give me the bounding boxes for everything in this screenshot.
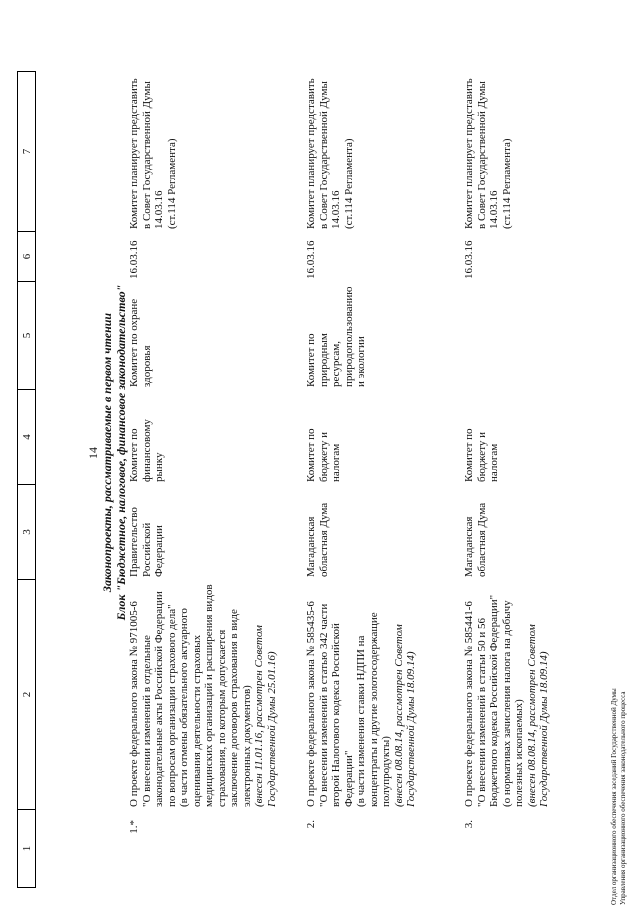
planned-action: Комитет планирует представить в Совет Государственной Думы 14.03.16 (ст.114 Регламента) bbox=[305, 78, 355, 229]
co-committee bbox=[463, 282, 623, 390]
bill-title: О проекте федерального закона № 971005-6 "О внесении изменений в отдельные законодательные акты Российской Федерации по вопросам организации страхового дела" (в части отмены обязательного актуарного оценивания деятельности страховых медицинских организаций и расширения видов страхования, по которым допускается заключение договоров страхования в виде электронных документов) bbox=[128, 584, 253, 807]
bill-introduced: (внесен 11.01.16, рассмотрен Советом Государственной Думы 25.01.16) bbox=[253, 625, 278, 807]
co-committee: Комитет по природным ресурсам, природопользованию и экологии bbox=[305, 286, 367, 387]
col-header-6: 6 bbox=[18, 232, 36, 282]
bill-cell bbox=[463, 580, 623, 810]
table-row bbox=[463, 72, 623, 888]
col-header-5: 5 bbox=[18, 282, 36, 390]
column-header-table bbox=[17, 71, 36, 888]
planned-action: Комитет планирует представить в Совет Государственной Думы 14.03.16 (ст.114 Регламента) bbox=[463, 78, 513, 229]
review-date: 16.03.16 bbox=[305, 240, 317, 279]
bill-author: Магаданская областная Дума bbox=[305, 502, 330, 577]
bill-author: Магаданская областная Дума bbox=[463, 502, 488, 577]
planned-action: Комитет планирует представить в Совет Государственной Думы 14.03.16 (ст.114 Регламента) bbox=[128, 78, 178, 229]
page-number: 14 bbox=[86, 447, 100, 459]
table-row bbox=[305, 72, 463, 888]
review-date: 16.03.16 bbox=[463, 240, 475, 279]
row-number: 3. bbox=[463, 820, 475, 829]
bill-cell bbox=[128, 580, 305, 810]
lead-committee: Комитет по бюджету и налогам bbox=[305, 428, 342, 482]
bill-author: Правительство Российской Федерации bbox=[128, 507, 165, 577]
bill-introduced: (внесен 08.08.14, рассмотрен Советом Государственной Думы 18.09.14) bbox=[392, 624, 417, 807]
lead-committee: Комитет по бюджету и налогам bbox=[463, 428, 500, 482]
bill-cell bbox=[305, 580, 463, 810]
lead-committee: Комитет по финансовому рынку bbox=[128, 419, 165, 482]
table-row bbox=[128, 72, 305, 888]
review-date: 16.03.16 bbox=[128, 240, 140, 279]
col-header-3: 3 bbox=[18, 485, 36, 580]
col-header-1: 1 bbox=[18, 810, 36, 888]
section-title: Законопроекты, рассматриваемые в первом чтении bbox=[100, 312, 114, 593]
bill-title: О проекте федерального закона № 585441-6 "О внесении изменений в статьи 50 и 56 Бюджетного кодекса Российской Федерации" (о нормативах зачисления налога на добычу полезных ископаемых) bbox=[463, 594, 525, 807]
bill-title: О проекте федерального закона № 585435-6 "О внесении изменений в статью 342 части второй Налогового кодекса Российской Федерации" (в части изменения ставки НДПИ на концентраты и другие золотосодержащие полупродукты) bbox=[305, 601, 392, 807]
row-number: 1.* bbox=[128, 820, 140, 834]
bill-introduced: (внесен 08.08.14, рассмотрен Советом Государственной Думы 18.09.14) bbox=[525, 624, 550, 807]
footer-note: Отдел организационного обеспечения заседаний Государственной Думы Управления организационного обеспечения законодательного процесса bbox=[610, 688, 627, 905]
col-header-4: 4 bbox=[18, 390, 36, 485]
bills-table bbox=[128, 72, 623, 888]
col-header-2: 2 bbox=[18, 580, 36, 810]
co-committee: Комитет по охране здоровья bbox=[128, 298, 153, 387]
col-header-7: 7 bbox=[18, 72, 36, 232]
block-title: Блок "Бюджетное, налоговое, финансовое законодательство" bbox=[114, 284, 128, 621]
row-number: 2. bbox=[305, 820, 317, 829]
